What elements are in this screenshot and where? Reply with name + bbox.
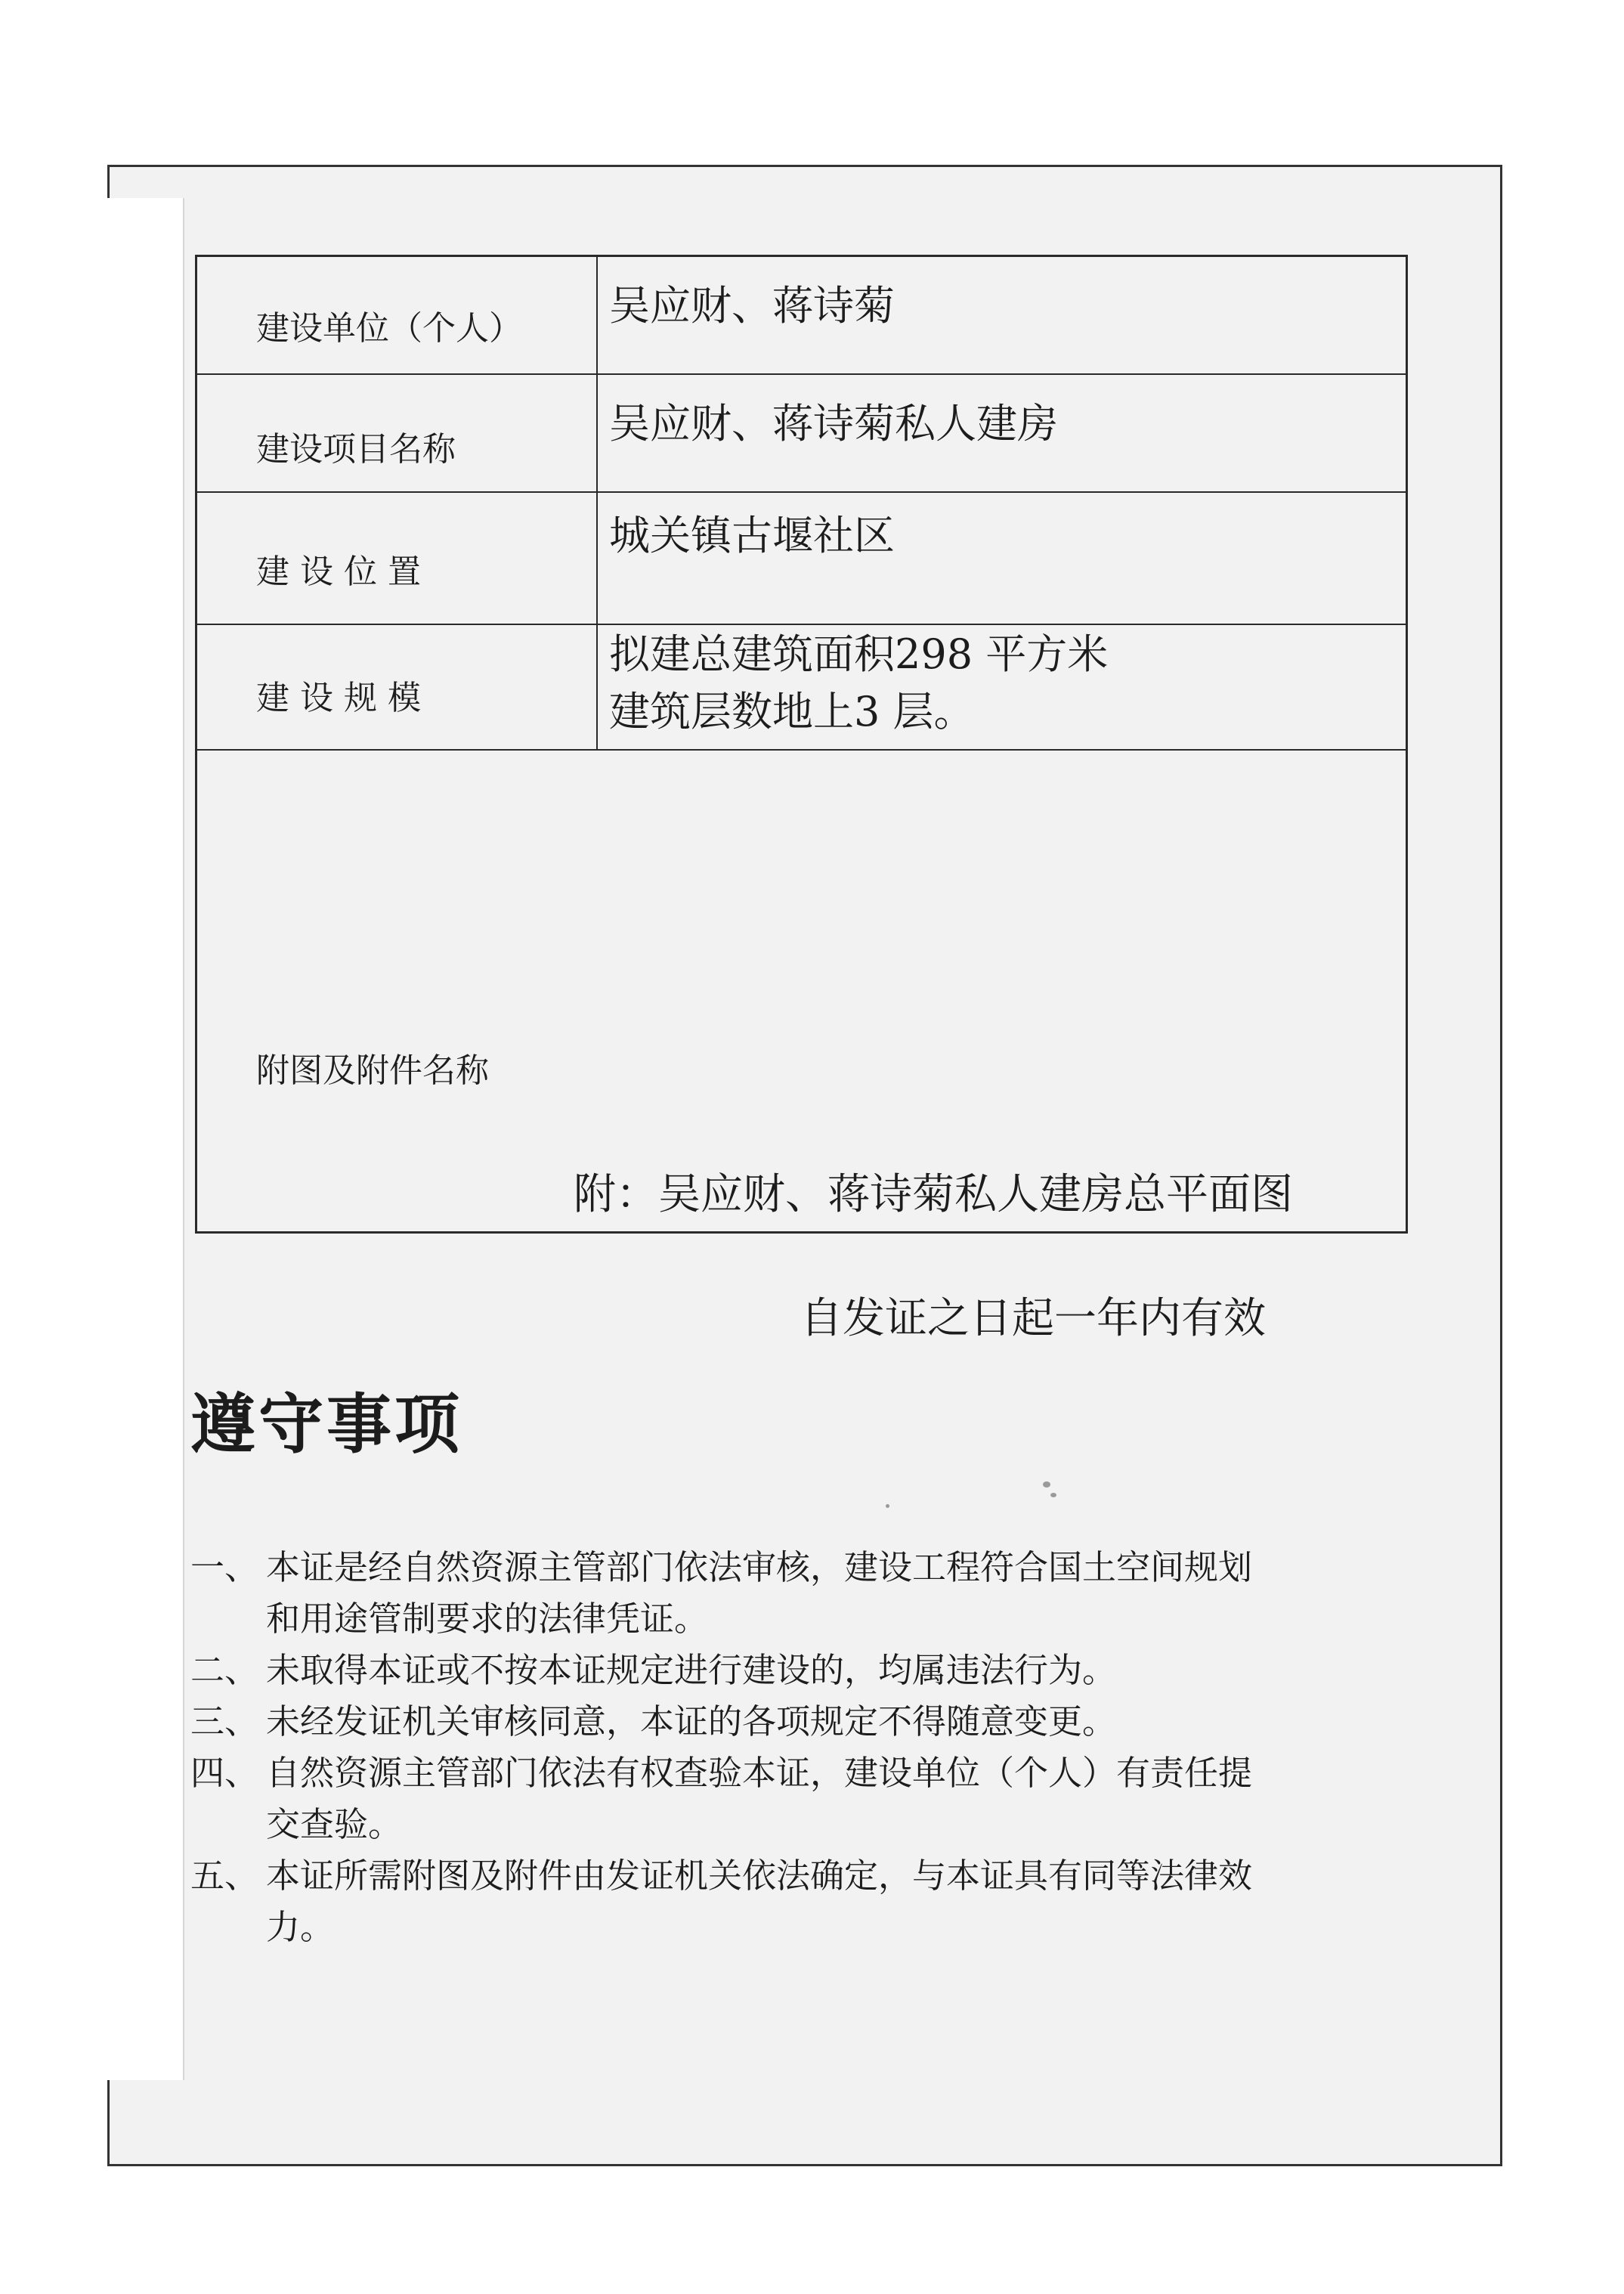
list-item (190, 1748, 1430, 1850)
table-row-project-name (197, 375, 1406, 493)
notes-list (190, 1542, 1430, 1953)
list-item (190, 1645, 1430, 1696)
row-value: 吴应财、蒋诗菊 (609, 282, 895, 330)
row-label: 建 设 规 模 (256, 679, 421, 717)
list-item (190, 1696, 1430, 1748)
scan-speck (886, 1504, 889, 1508)
row-value: 建筑层数地上3 层。 (609, 688, 975, 735)
item-text: 未经发证机关审核同意，本证的各项规定不得随意变更。 (266, 1701, 1117, 1741)
item-number: 四、 (190, 1753, 259, 1793)
list-item (190, 1542, 1430, 1645)
attachments-label: 附图及附件名称 (256, 1051, 489, 1090)
item-text: 本证所需附图及附件由发证机关依法确定，与本证具有同等法律效 (266, 1856, 1253, 1896)
scan-speck (1043, 1481, 1050, 1488)
item-text: 交查验。 (266, 1804, 403, 1844)
row-value: 拟建总建筑面积298 平方米 (609, 630, 1109, 678)
binding-strip (107, 198, 184, 2080)
row-value: 吴应财、蒋诗菊私人建房 (609, 400, 1058, 447)
scan-speck (1050, 1493, 1056, 1497)
table-row-builder (197, 257, 1406, 375)
list-item (190, 1850, 1430, 1953)
item-text: 和用途管制要求的法律凭证。 (266, 1599, 709, 1639)
row-value: 城关镇古堰社区 (609, 512, 895, 559)
item-number: 二、 (190, 1650, 259, 1690)
attachments-title: 附：吴应财、蒋诗菊私人建房总平面图 (574, 1170, 1293, 1219)
table-row-location (197, 493, 1406, 625)
item-number: 三、 (190, 1701, 259, 1741)
item-number: 五、 (190, 1856, 259, 1896)
table-row-scale (197, 625, 1406, 751)
permit-info-table (195, 255, 1408, 1343)
notes-heading: 遵守事项 (190, 1387, 462, 1463)
item-text: 自然资源主管部门依法有权查验本证，建设单位（个人）有责任提 (266, 1753, 1253, 1793)
item-text: 未取得本证或不按本证规定进行建设的，均属违法行为。 (266, 1650, 1117, 1690)
row-label: 建设单位（个人） (256, 309, 522, 348)
item-text: 本证是经自然资源主管部门依法审核，建设工程符合国土空间规划 (266, 1547, 1253, 1587)
validity-statement: 自发证之日起一年内有效 (800, 1294, 1266, 1343)
item-text: 力。 (266, 1907, 335, 1947)
row-label: 建 设 位 置 (256, 553, 421, 591)
row-label: 建设项目名称 (256, 430, 456, 469)
item-number: 一、 (190, 1547, 259, 1587)
